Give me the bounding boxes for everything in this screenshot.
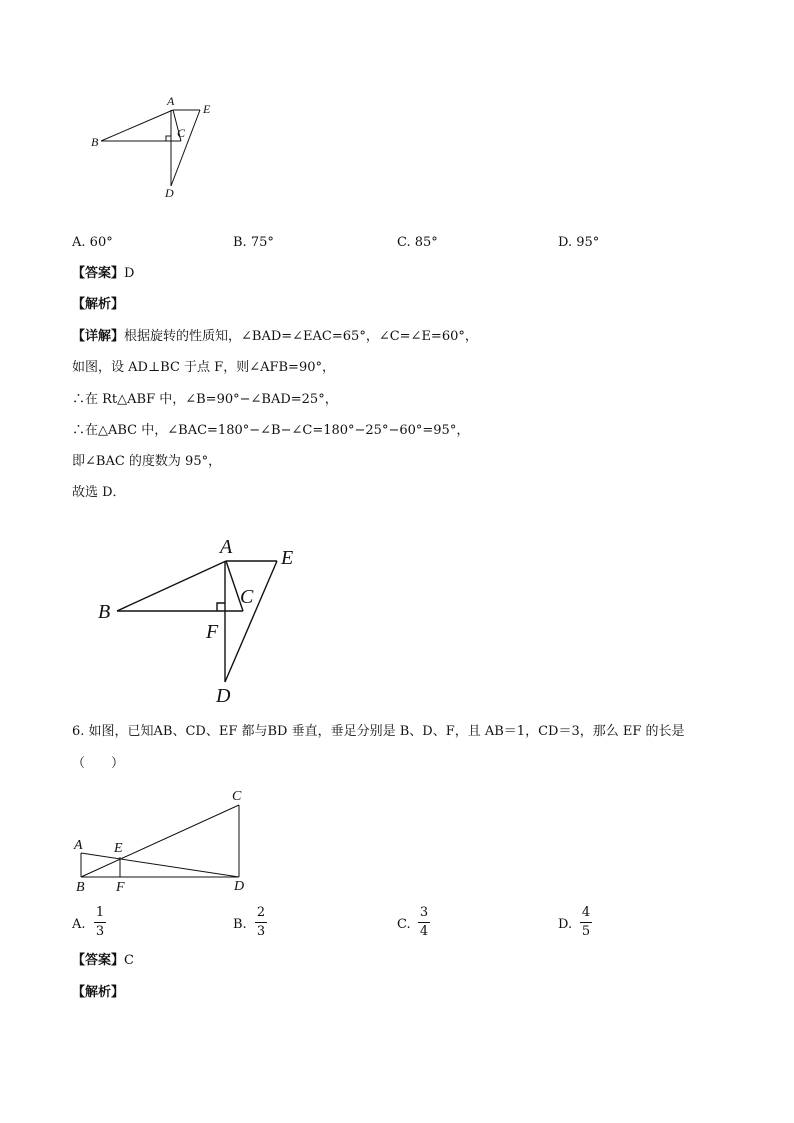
- q6-option-c: C.: [397, 917, 411, 932]
- detail-5-line-1: 【详解】根据旋转的性质知，∠BAD=∠EAC=65°，∠C=∠E=60°，: [72, 329, 478, 344]
- figure-perpendiculars: [70, 782, 280, 897]
- detail-5-line-2: 如图，设 AD⊥BC 于点 F，则∠AFB=90°，: [72, 360, 335, 375]
- question-6: 6. 如图，已知AB、CD、EF 都与BD 垂直，垂足分别是 B、D、F，且 AB＝1，CD＝3，那么 EF 的长是: [72, 724, 685, 739]
- label-C: C: [240, 586, 254, 608]
- analysis-6: 【解析】: [72, 985, 125, 1000]
- label-F: F: [116, 880, 125, 895]
- label-A: A: [74, 838, 83, 853]
- label-E: E: [281, 547, 294, 569]
- detail-5-line-4: ∴在△ABC 中，∠BAC=180°−∠B−∠C=180°−25°−60°=95°，: [72, 423, 470, 438]
- detail-5-line-5: 即∠BAC 的度数为 95°，: [72, 454, 222, 469]
- label-C: C: [232, 789, 242, 804]
- label-E: E: [203, 102, 211, 116]
- q6-option-b-fraction: 2 3: [256, 905, 266, 939]
- label-B: B: [98, 601, 111, 623]
- q6-option-a: A.: [72, 917, 86, 932]
- label-B: B: [76, 880, 85, 895]
- q5-option-b: B. 75°: [233, 235, 274, 250]
- question-6-paren: （ ）: [72, 756, 125, 771]
- figure-rotation-large: [90, 530, 330, 710]
- label-A: A: [167, 94, 175, 108]
- q6-option-c-fraction: 3 4: [419, 905, 429, 939]
- detail-5-line-3: ∴在 Rt△ABF 中，∠B=90°−∠BAD=25°，: [72, 392, 338, 407]
- analysis-5: 【解析】: [72, 297, 125, 312]
- label-B: B: [91, 135, 99, 149]
- answer-6: 【答案】C: [72, 953, 134, 968]
- figure-rotation-small: [85, 90, 225, 205]
- q5-option-a: A. 60°: [72, 235, 113, 250]
- label-D: D: [216, 685, 231, 707]
- label-E: E: [114, 841, 123, 856]
- label-C: C: [177, 126, 186, 140]
- label-A: A: [220, 536, 233, 558]
- q6-option-a-fraction: 1 3: [95, 905, 105, 939]
- q6-option-d: D.: [558, 917, 573, 932]
- q5-option-c: C. 85°: [397, 235, 438, 250]
- label-D: D: [234, 879, 245, 894]
- q5-option-d: D. 95°: [558, 235, 600, 250]
- q6-option-b: B.: [233, 917, 247, 932]
- answer-5: 【答案】D: [72, 266, 135, 281]
- label-F: F: [206, 621, 219, 643]
- q6-option-d-fraction: 4 5: [581, 905, 591, 939]
- label-D: D: [165, 186, 174, 200]
- detail-5-line-6: 故选 D．: [72, 485, 126, 500]
